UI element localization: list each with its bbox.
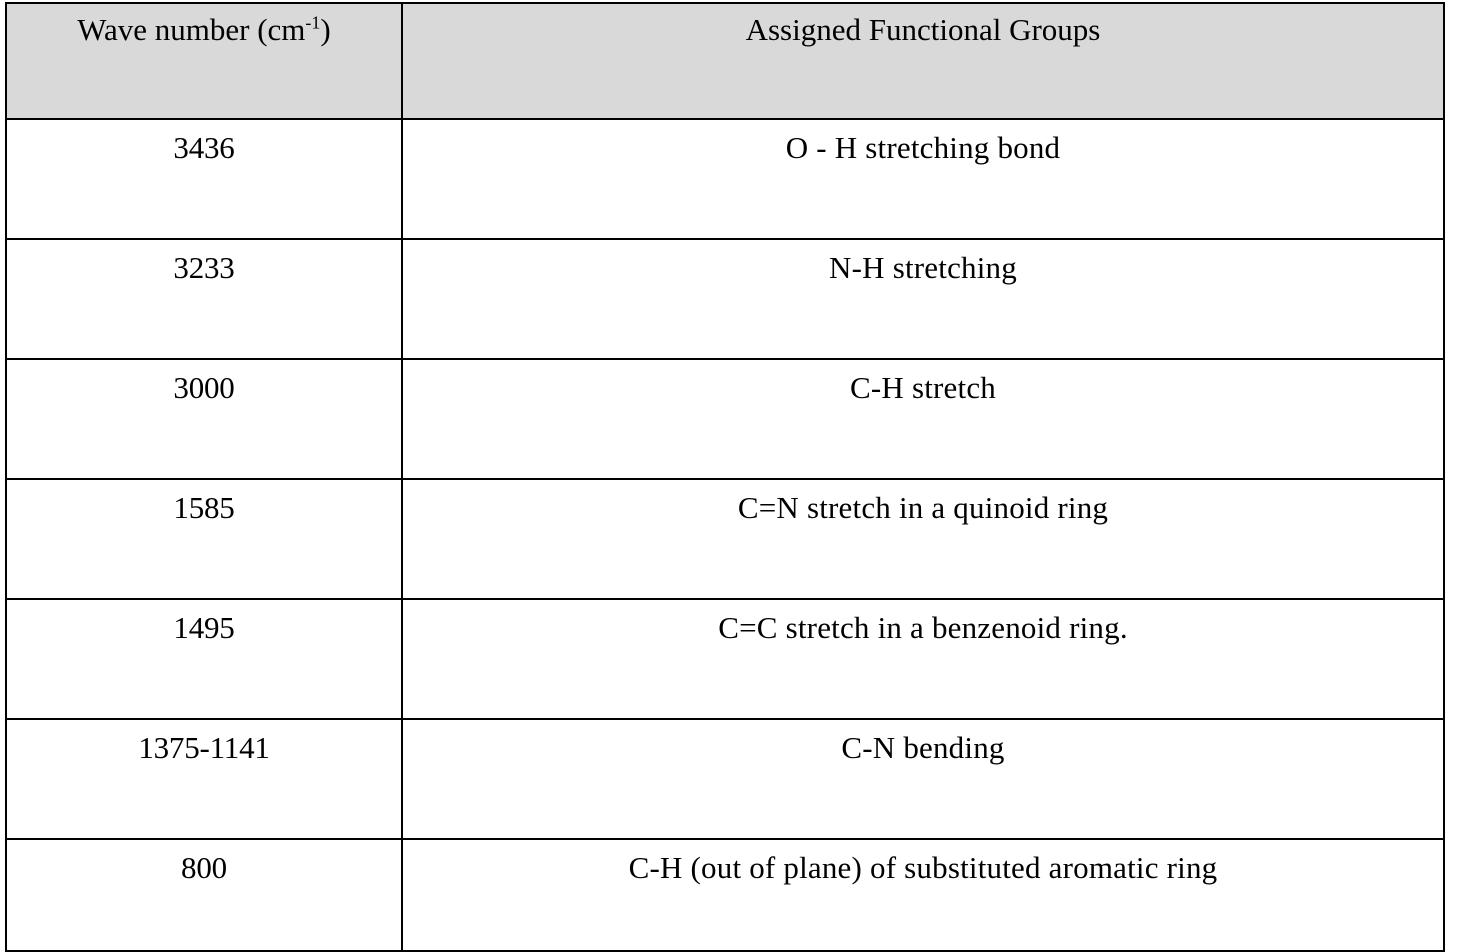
cell-wave-number bbox=[6, 119, 402, 239]
wave-number-value: 1375-1141 bbox=[138, 730, 270, 765]
wave-number-paren: ) bbox=[320, 12, 331, 47]
column-header-wave-number bbox=[6, 3, 402, 119]
assigned-group-value: C=N stretch in a quinoid ring bbox=[737, 490, 1109, 525]
column-header-assigned-groups-text: Assigned Functional Groups bbox=[745, 12, 1101, 47]
cell-wave-number bbox=[6, 359, 402, 479]
wave-number-value: 3000 bbox=[173, 370, 235, 405]
assigned-group-value: O - H stretching bond bbox=[785, 130, 1061, 165]
cell-assigned-group bbox=[402, 359, 1444, 479]
column-header-assigned-groups bbox=[402, 3, 1444, 119]
wave-number-label: Wave number (cm bbox=[77, 12, 306, 47]
cell-assigned-group bbox=[402, 599, 1444, 719]
table-row bbox=[6, 239, 1444, 359]
ftir-assignment-table bbox=[5, 2, 1445, 952]
table-header-row bbox=[6, 3, 1444, 119]
cell-assigned-group bbox=[402, 239, 1444, 359]
cell-wave-number bbox=[6, 719, 402, 839]
wave-number-value: 1585 bbox=[173, 490, 235, 525]
table-row bbox=[6, 599, 1444, 719]
cell-wave-number bbox=[6, 599, 402, 719]
table-header bbox=[6, 3, 1444, 119]
wave-number-value: 3436 bbox=[173, 130, 235, 165]
cell-wave-number bbox=[6, 239, 402, 359]
cell-assigned-group bbox=[402, 719, 1444, 839]
column-header-wave-number-text bbox=[7, 4, 401, 118]
table-body bbox=[6, 119, 1444, 951]
wave-number-value: 800 bbox=[181, 850, 227, 885]
assigned-group-value: C-N bending bbox=[841, 730, 1005, 765]
table-row bbox=[6, 839, 1444, 951]
cell-wave-number bbox=[6, 479, 402, 599]
ftir-assignment-table-wrapper bbox=[5, 2, 1443, 952]
cell-assigned-group bbox=[402, 839, 1444, 951]
assigned-group-value: C=C stretch in a benzenoid ring. bbox=[718, 610, 1128, 645]
cell-assigned-group bbox=[402, 119, 1444, 239]
table-row bbox=[6, 119, 1444, 239]
wave-number-exponent: -1 bbox=[305, 12, 321, 33]
table-row bbox=[6, 479, 1444, 599]
table-row bbox=[6, 359, 1444, 479]
cell-wave-number bbox=[6, 839, 402, 951]
assigned-group-value: C-H stretch bbox=[850, 370, 996, 405]
assigned-group-value: C-H (out of plane) of substituted aromatic ring bbox=[628, 850, 1218, 885]
wave-number-value: 3233 bbox=[173, 250, 235, 285]
cell-assigned-group bbox=[402, 479, 1444, 599]
table-row bbox=[6, 719, 1444, 839]
assigned-group-value: N-H stretching bbox=[829, 250, 1017, 285]
wave-number-value: 1495 bbox=[173, 610, 235, 645]
